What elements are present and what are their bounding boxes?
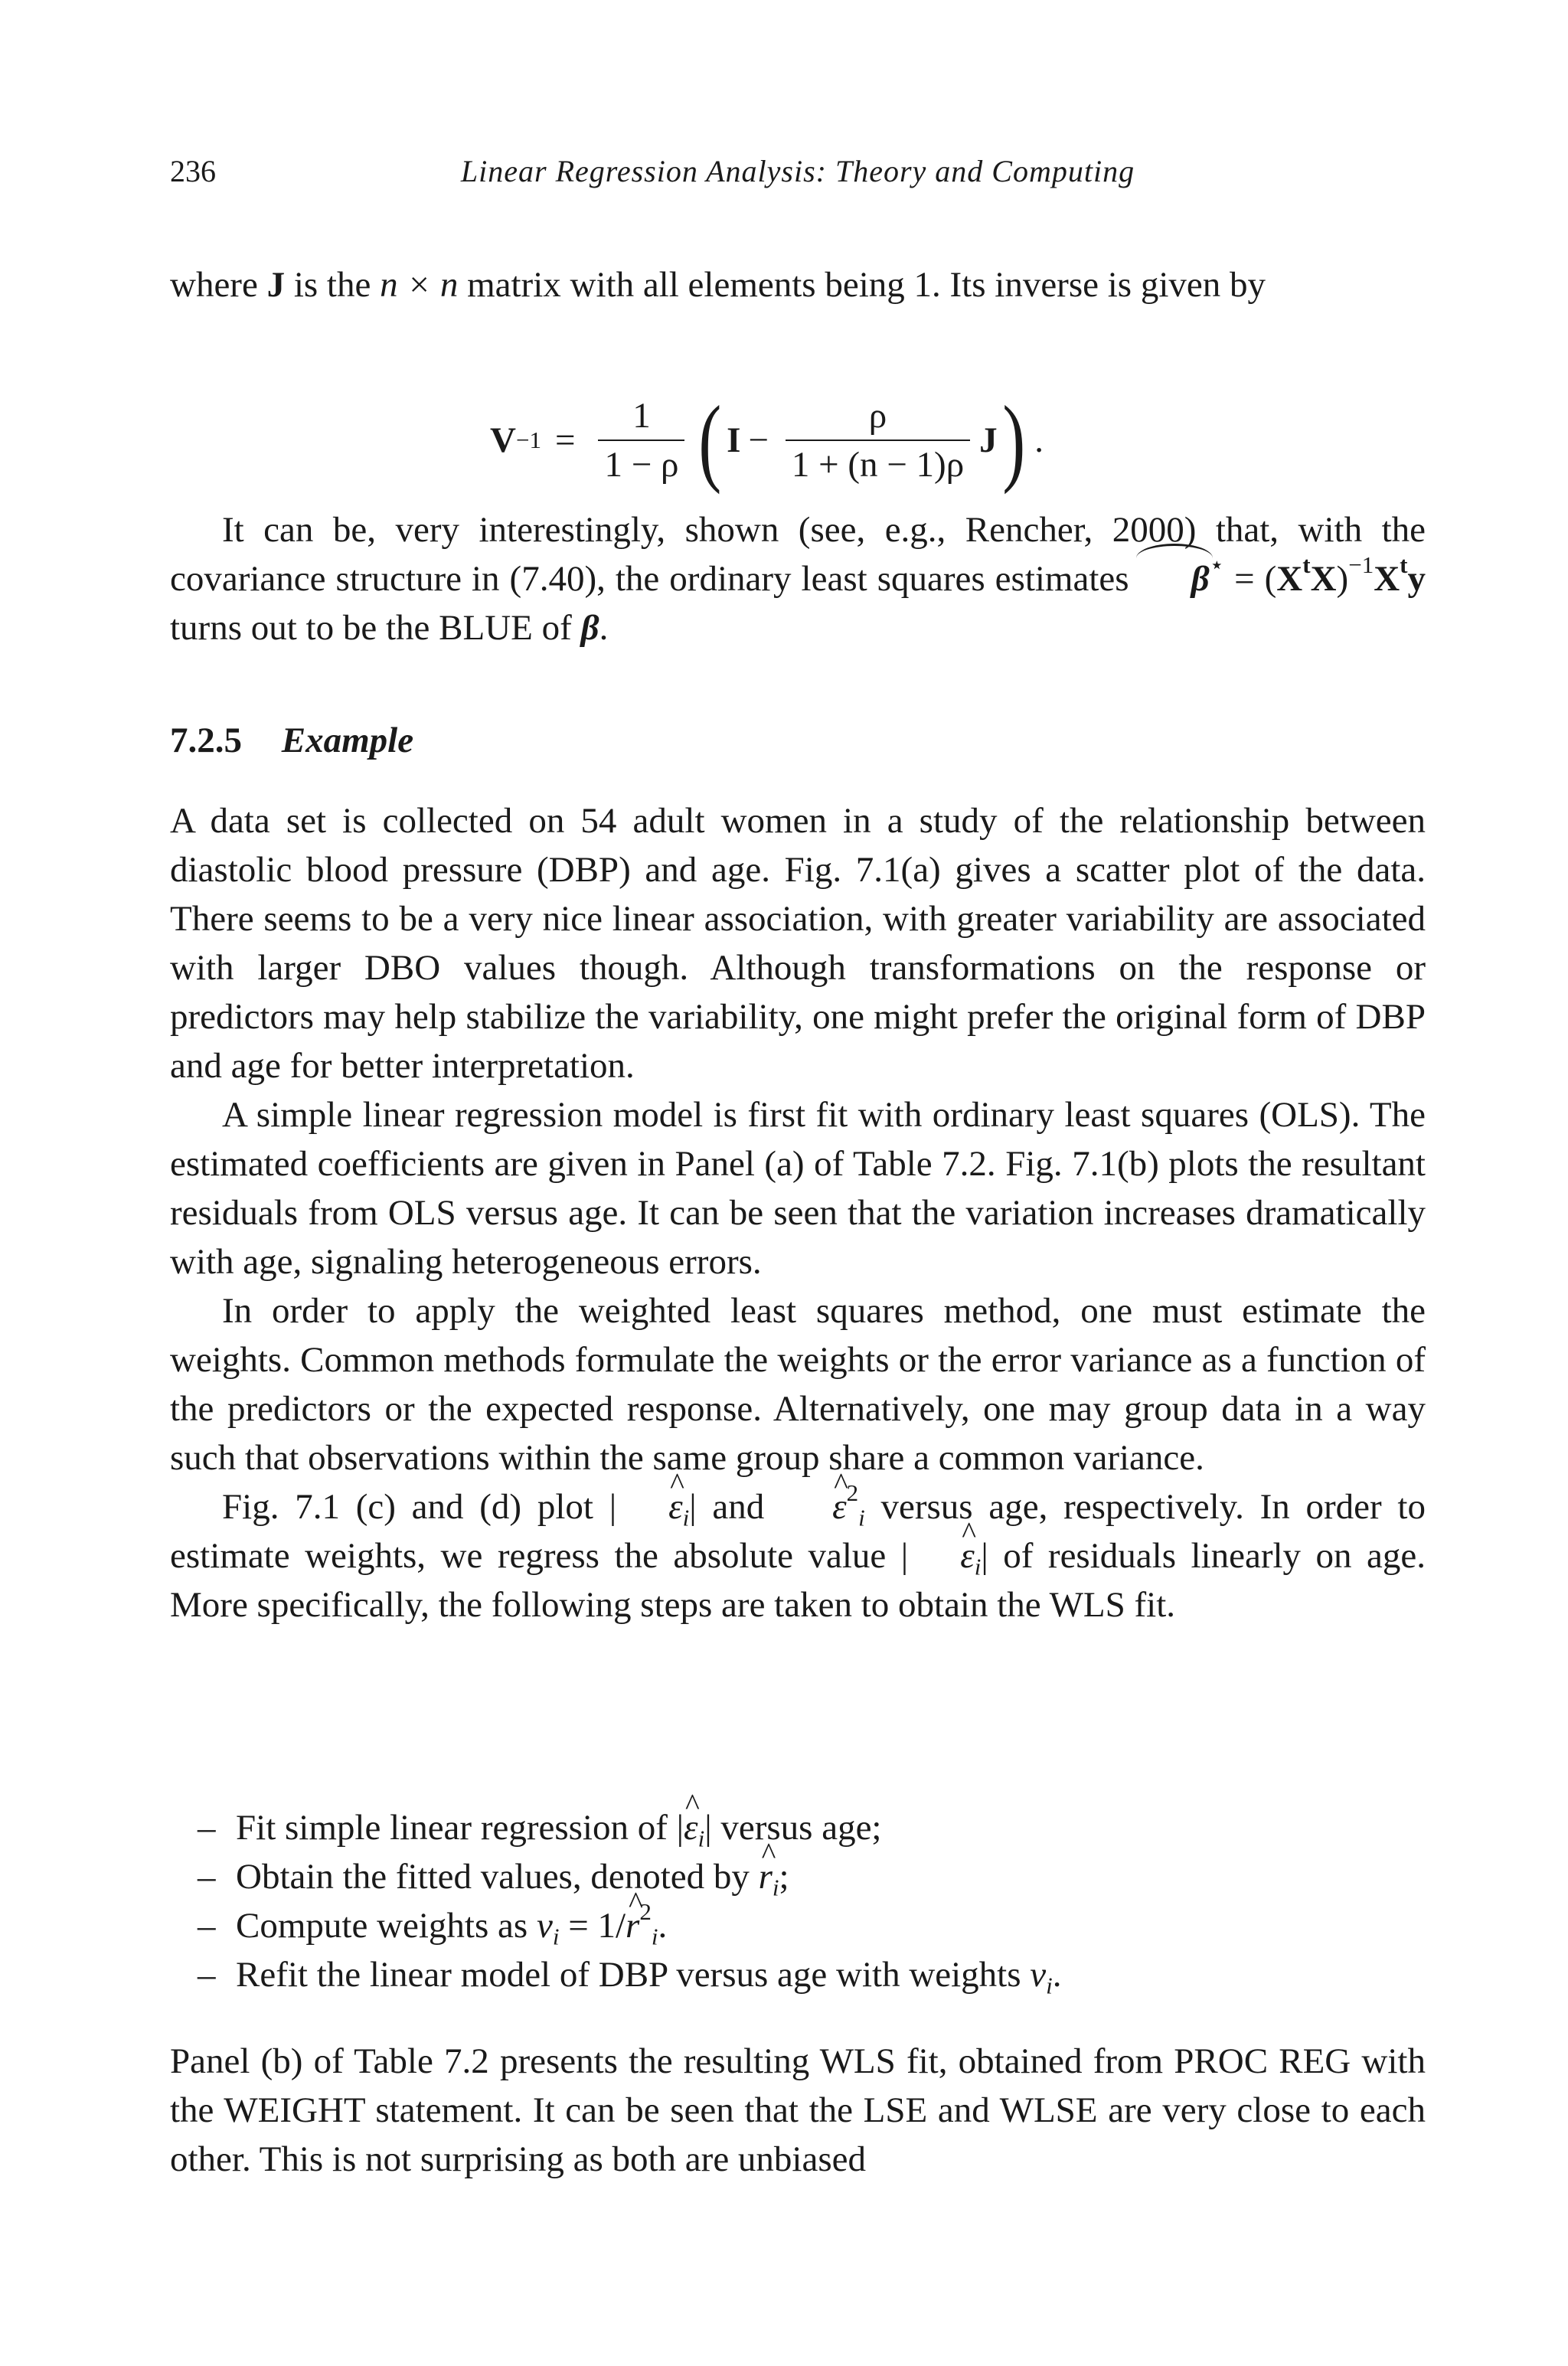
example-paragraph-1: A data set is collected on 54 adult women in a study of the relationship between diastolic blood pressure (DBP) and age. Fig. 7.1(a) gives a scatter plot of the data. There seems to be a very nice linear association, with greater variability are associated with larger DBO values though. Although transformations on the response or predictors may help stabilize the variability, one might prefer the original form of DBP and age for better interpretation. xyxy=(170,801,1426,1086)
example-paragraphs xyxy=(170,796,1426,1629)
inverse-equation: V −1 = $\frac{1}{1 - \rho}$ ( I − $\frac{\rho}{1 + (n - 1)\rho}$ J ) . xyxy=(490,386,1044,495)
section-title: Example xyxy=(281,721,414,760)
final-paragraph: Panel (b) of Table 7.2 presents the resulting WLS fit, obtained from PROC REG with the WEIGHT statement. It can be seen that the LSE and WLSE are very close to each other. This is not surprising as both are unbiased xyxy=(170,2041,1426,2179)
section-heading xyxy=(170,720,413,761)
list-item: – Obtain the fitted values, denoted by ^ $r_i$; xyxy=(198,1852,1346,1901)
running-title: Linear Regression Analysis: Theory and Computing xyxy=(460,154,1135,188)
running-header xyxy=(170,153,1426,199)
intro-paragraph: where J is the n × n matrix with all elements being 1. Its inverse is given by xyxy=(170,265,1266,305)
blue-paragraph: It can be, very interestingly, shown (see, e.g., Rencher, 2000) that, with the covariance structure in (7.40), the ordinary least squares estimates $\beta^⋆ = (X^tX)^{-1}X^ty$ turns out to be the BLUE of β. xyxy=(170,510,1426,648)
fraction-2: $\frac{\rho}{1 + (n - 1)\rho}$ xyxy=(786,395,970,485)
list-item: – Refit the linear model of DBP versus age with weights $v_i$. xyxy=(198,1950,1346,1999)
example-paragraph-4: Fig. 7.1 (c) and (d) plot |^ $\varepsilon_i|$ and ^ $\varepsilon^2_i$ versus age, respectively. In order to estimate weights, we regress the absolute value |^ $\varepsilon_i|$ of residuals linearly on age. More specifically, the following steps are taken to obtain the WLS fit. xyxy=(170,1482,1426,1629)
wls-steps-list xyxy=(198,1803,1346,1999)
list-item: – Fit simple linear regression of |^ $\varepsilon_i|$ versus age; xyxy=(198,1803,1346,1852)
example-paragraph-2: A simple linear regression model is first fit with ordinary least squares (OLS). The estimated coefficients are given in Panel (a) of Table 7.2. Fig. 7.1(b) plots the resultant residuals from OLS versus age. It can be seen that the variation increases dramatically with age, signaling heterogeneous errors. xyxy=(170,1095,1426,1282)
page-number: 236 xyxy=(170,154,216,188)
fraction-1: $\frac{1}{1 - \rho}$ xyxy=(598,395,684,485)
section-number: 7.2.5 xyxy=(170,721,242,760)
example-paragraph-3: In order to apply the weighted least squares method, one must estimate the weights. Common methods formulate the weights or the error variance as a function of the predictors or the expected response. Alternatively, one may group data in a way such that observations within the same group share a common variance. xyxy=(170,1291,1426,1478)
list-item: – Compute weights as $v_i$ = 1/^ $r^2_i$. xyxy=(198,1901,1346,1950)
